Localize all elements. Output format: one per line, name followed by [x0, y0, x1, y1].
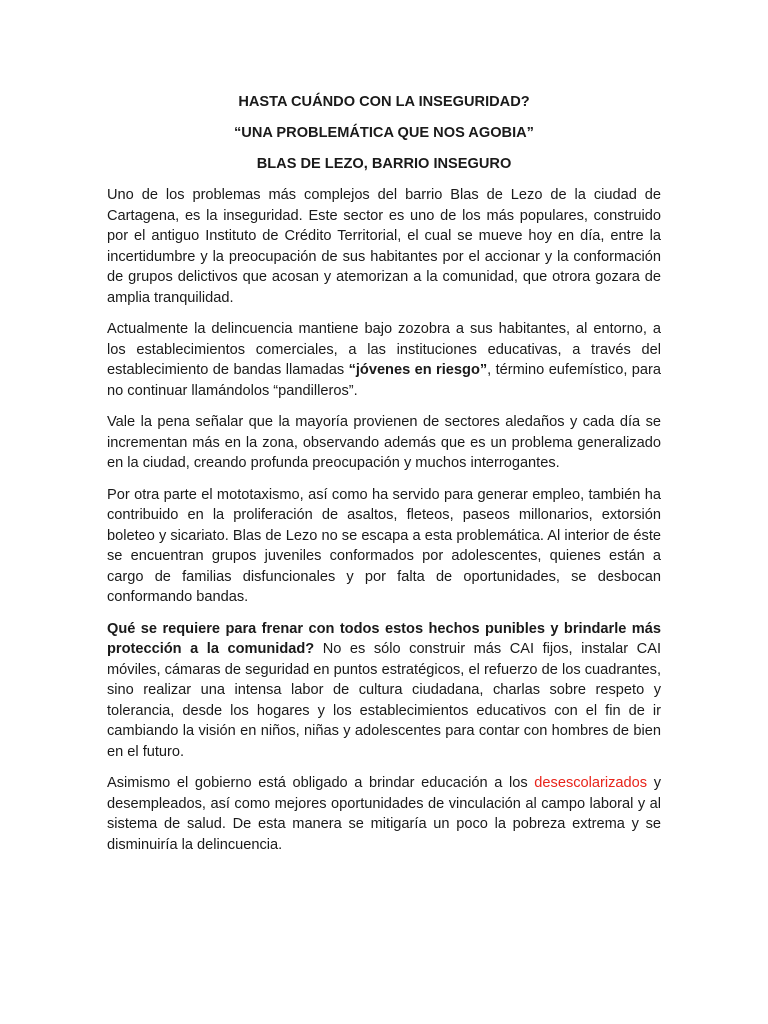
- paragraph-gobierno: [107, 773, 661, 855]
- paragraph-text: Asimismo el gobierno está obligado a brindar educación a los: [107, 775, 535, 791]
- title-subtitle: “UNA PROBLEMÁTICA QUE NOS AGOBIA”: [234, 125, 534, 141]
- bold-question: Qué se requiere para frenar con todos estos hechos punibles y brindarle más protección a la comunidad?: [107, 620, 661, 657]
- document-body: [107, 92, 661, 866]
- highlighted-word: desescolarizados: [534, 775, 648, 791]
- paragraph-pregunta: [107, 619, 661, 763]
- paragraph-sectores: Vale la pena señalar que la mayoría provienen de sectores aledaños y cada día se incrementan más en la zona, observando además que es un problema generalizado en la ciudad, creando profunda preocupación y muchos interrogantes.: [107, 414, 661, 471]
- title-main: HASTA CUÁNDO CON LA INSEGURIDAD?: [238, 94, 530, 110]
- paragraph-text: , término eufemístico, para no continuar llamándolos “pandilleros”.: [107, 362, 661, 399]
- paragraph-text: Actualmente la delincuencia mantiene bajo zozobra a sus habitantes, al entorno, a los establecimientos comerciales, a las instituciones educativas, a través del establecimiento de bandas llamadas: [107, 321, 661, 378]
- paragraph-text: y desempleados, así como mejores oportunidades de vinculación al campo laboral y al sistema de salud. De esta manera se mitigaría un poco la pobreza extrema y se disminuiría la delincuencia.: [107, 775, 661, 853]
- paragraph-intro: Uno de los problemas más complejos del barrio Blas de Lezo de la ciudad de Cartagena, es la inseguridad. Este sector es uno de los más populares, construido por el antiguo Instituto de Crédito Territorial, el cual se mueve hoy en día, entre la incertidumbre y la preocupación de sus habitantes por el accionar y la conformación de grupos delictivos que acosan y atemorizan a la comunidad, que otrora gozara de amplia tranquilidad.: [107, 187, 661, 306]
- paragraph-text: No es sólo construir más CAI fijos, instalar CAI móviles, cámaras de seguridad en puntos estratégicos, el refuerzo de los cuadrantes, sino realizar una intensa labor de cultura ciudadana, charlas sobre respeto y tolerancia, desde los hogares y los establecimientos educativos con el fin de ir cambiando la visión en niños, niñas y adolescentes para contar con hombres de bien en el futuro.: [107, 641, 661, 760]
- title-location: BLAS DE LEZO, BARRIO INSEGURO: [256, 156, 512, 172]
- bold-phrase: “jóvenes en riesgo”: [348, 362, 488, 378]
- paragraph-mototaxismo: Por otra parte el mototaxismo, así como ha servido para generar empleo, también ha contribuido en la proliferación de asaltos, fleteos, paseos millonarios, extorsión boleteo y sicariato. Blas de Lezo no se escapa a esta problemática. Al interior de éste se encuentran grupos juveniles conformados por adolescentes, quienes están a cargo de familias disfuncionales y por falta de oportunidades, se desbocan conformando bandas.: [107, 486, 661, 605]
- paragraph-delincuencia: [107, 319, 661, 401]
